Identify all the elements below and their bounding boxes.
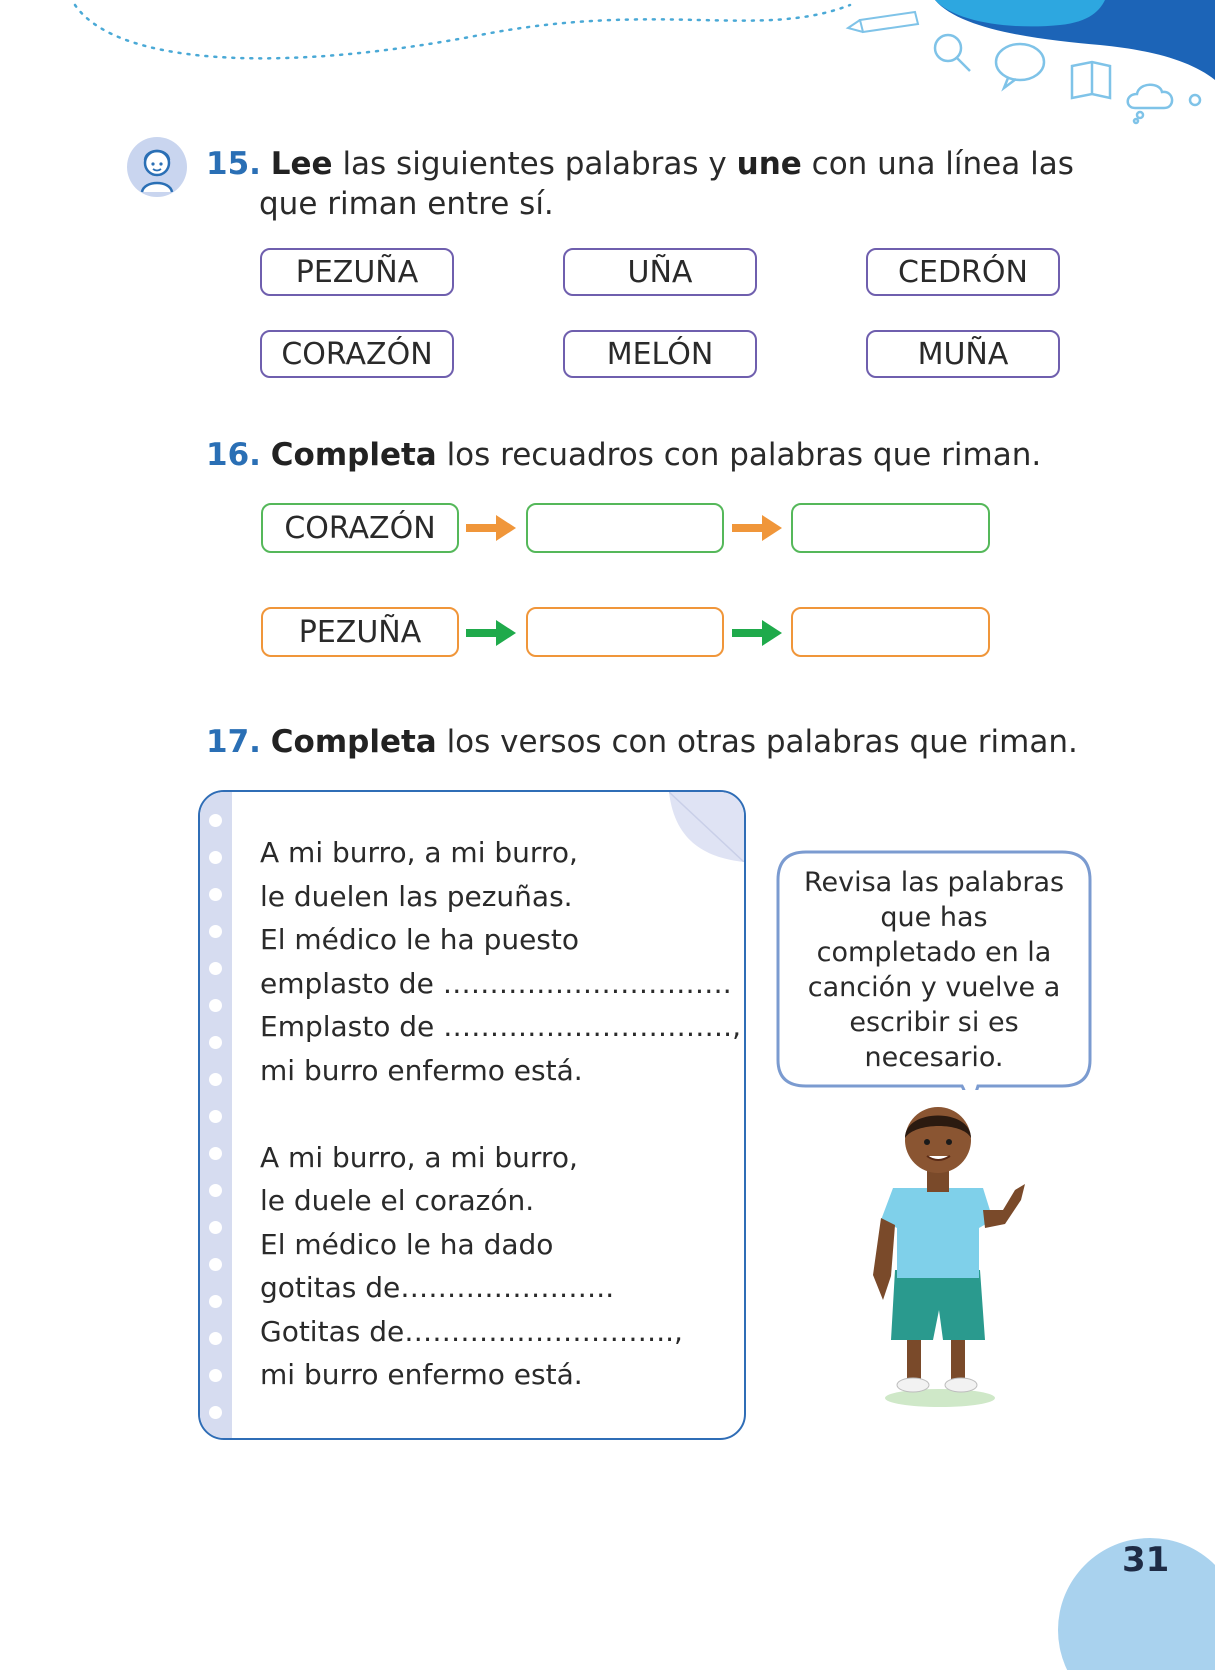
binding-hole (209, 1073, 222, 1086)
binding-hole (209, 1110, 222, 1123)
reading-student-icon (126, 136, 188, 198)
binding-hole (209, 851, 222, 864)
binding-hole (209, 1147, 222, 1160)
poem-line: le duelen las pezuñas. (260, 880, 573, 913)
exercise-15-instruction (206, 144, 1086, 184)
magnifier-icon (935, 35, 970, 71)
binding-hole (209, 1184, 222, 1197)
notebook-binding-strip (200, 792, 232, 1438)
word-card[interactable]: MELÓN (563, 330, 757, 378)
poem-notebook-card (198, 790, 746, 1440)
binding-hole (209, 962, 222, 975)
exercise-16-instruction (206, 435, 1106, 475)
rhyme-answer-box[interactable] (526, 503, 724, 553)
instruction-text: las siguientes palabras y (332, 146, 737, 182)
word-card[interactable]: CORAZÓN (260, 330, 454, 378)
instruction-bold-completa: Completa (270, 724, 437, 760)
arrow-right-icon (730, 618, 784, 648)
instruction-text: los versos con otras palabras que riman. (436, 724, 1078, 760)
poem-line: A mi burro, a mi burro, (260, 836, 578, 869)
binding-hole (209, 1332, 222, 1345)
rhyme-start-word: CORAZÓN (261, 503, 459, 553)
arrow-right-icon (464, 618, 518, 648)
poem-line[interactable]: Gotitas de……………………….., (260, 1315, 683, 1348)
binding-hole (209, 1406, 222, 1419)
binding-hole (209, 999, 222, 1012)
arrow-right-icon (464, 513, 518, 543)
exercise-15-instruction-line2: que riman entre sí. (259, 186, 554, 222)
instruction-text: los recuadros con palabras que riman. (436, 437, 1042, 473)
poem-line: mi burro enfermo está. (260, 1358, 583, 1391)
binding-hole (209, 1258, 222, 1271)
binding-hole (209, 888, 222, 901)
thought-cloud-icon (1128, 85, 1200, 123)
pencil-icon (848, 12, 918, 32)
exercise-16-number: 16. (206, 437, 261, 473)
header-decoration (0, 0, 1215, 130)
word-card[interactable]: PEZUÑA (260, 248, 454, 296)
speech-cloud-icon (996, 44, 1044, 88)
poem-line: El médico le ha dado (260, 1228, 554, 1261)
binding-hole (209, 1221, 222, 1234)
book-icon (1072, 62, 1110, 98)
boy-illustration (855, 1100, 1025, 1410)
poem-line: El médico le ha puesto (260, 923, 580, 956)
exercise-17-instruction (206, 722, 1126, 762)
poem-line: A mi burro, a mi burro, (260, 1141, 578, 1174)
word-card[interactable]: MUÑA (866, 330, 1060, 378)
rhyme-answer-box[interactable] (791, 607, 990, 657)
rhyme-start-word: PEZUÑA (261, 607, 459, 657)
binding-hole (209, 1295, 222, 1308)
rhyme-answer-box[interactable] (791, 503, 990, 553)
instruction-bold-une: une (736, 146, 802, 182)
word-card[interactable]: CEDRÓN (866, 248, 1060, 296)
word-card[interactable]: UÑA (563, 248, 757, 296)
poem-line[interactable]: gotitas de………………….. (260, 1271, 615, 1304)
binding-hole (209, 1369, 222, 1382)
instruction-bold-completa: Completa (270, 437, 437, 473)
exercise-17-number: 17. (206, 724, 261, 760)
page-number: 31 (1122, 1540, 1170, 1580)
arrow-right-icon (730, 513, 784, 543)
poem-line[interactable]: Emplasto de …………………………., (260, 1010, 741, 1043)
instruction-bold-lee: Lee (270, 146, 333, 182)
binding-hole (209, 814, 222, 827)
poem-line: le duele el corazón. (260, 1184, 535, 1217)
page-curl-corner (669, 792, 744, 862)
rhyme-answer-box[interactable] (526, 607, 724, 657)
poem-line: mi burro enfermo está. (260, 1054, 583, 1087)
exercise-15-number: 15. (206, 146, 261, 182)
binding-hole (209, 1036, 222, 1049)
speech-bubble-text: Revisa las palabras que has completado en la canción y vuelve a escribir si es necesario. (803, 867, 1065, 1073)
instruction-text: con una línea las (801, 146, 1074, 182)
binding-hole (209, 925, 222, 938)
poem-line[interactable]: emplasto de …………………………. (260, 967, 732, 1000)
